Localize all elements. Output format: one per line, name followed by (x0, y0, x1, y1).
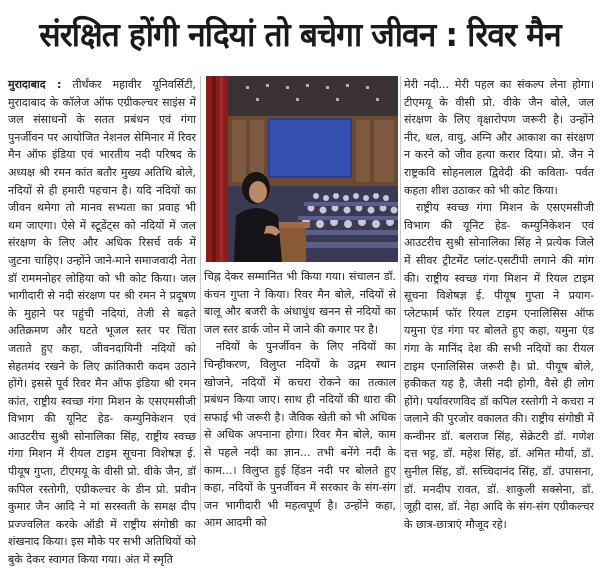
column-3-paragraph-2: राष्ट्रीय स्वच्छ गंगा मिशन के एसएमसीजी विभाग की यूनिट हेड- कम्युनिकेशन एवं आउटरीच सुश्री सोनालिका सिंह ने प्रत्येक जिले में सीवर ट्रीटमेंट प्लांट-एसटीपी लगाने की मांग की। राष्ट्रीय स्वच्छ गंगा मिशन में रियल टाइम सूचना विशेषज्ञ ई. पीयूष गुप्ता ने प्रयाग- प्लेटफार्म फॉर रियल टाइम एनालिसिस ऑफ यमुना एंड गंगा पर बोलते हुए कहा, यमुना एंड गंगा के मानिंद देश की सभी नदियों का रीयल टाइम एनालिसिस जरूरी है। प्रो. पीयूष बोले, हकीकत यह है, जैसी नदी होगी, वैसे ही लोग होंगे। पर्यावरणविद डॉ कपिल रस्तोगी ने कचरा न जलाने की पुरजोर वकालत की। राष्ट्रीय संगोष्ठी में कन्वीनर डॉ. बलराज सिंह, सेक्रेटरी डॉ. गणेश दत्त भट्ट, डॉ. महेश सिंह, डॉ. अमित मौर्या, डॉ. सुनील सिंह, डॉ. सच्चिदानंद सिंह, डॉ. उपासना, डॉ. मनदीप रावत, डॉ. शाकुली सक्सेना, डॉ. जूही दास, डॉ. नेहा आदि के संग-संग एग्रीकल्चर के छात्र-छात्राएं मौजूद रहे। (404, 201, 594, 531)
column-2-paragraph-1: चिह्न देकर सम्मानित भी किया गया। संचालन डॉ. कंचन गुप्ता ने किया। रिवर मैन बोले, नदियों से बालू और बजरी के अंधाधुंध खनन से नदियों का जल स्तर डार्क जोन में जाने की कगार पर है। (204, 270, 396, 336)
column-2-paragraph-2: नदियों के पुनर्जीवन के लिए नदियों का चिन्हीकरण, विलुप्त नदियों के उद्गम स्थान खोजने, नदियों में कचरा रोकने का तत्काल प्रबंधन किया जाए। साथ ही नदियों की धारा की सफाई भी जरूरी है। जैविक खेती को भी अधिक से अधिक अपनाना होगा। रिवर मैन बोले, काम से पहले नदी का ज्ञान... तभी बनेंगे नदी के काम...। विलुप्त हुई हिंडन नदी पर बोलते हुए कहा, नदियों के पुनर्जीवन में सरकार के संग-संग जन भागीदारी भी महत्वपूर्ण है। उन्होंने कहा, आम आदमी को (204, 340, 396, 530)
column-1-paragraph-1 (8, 76, 196, 569)
column-1-text: तीर्थंकर महावीर यूनिवर्सिटी, मुरादाबाद के कॉलेज ऑफ एग्रीकल्चर साइंस में जल संसाधनों के सतत प्रबंधन एवं गंगा पुनर्जीवन पर आयोजित नेशनल सेमिनार में रिवर मैन ऑफ इंडिया एवं भारतीय नदी परिषद के अध्यक्ष श्री रमन कांत बतौर मुख्य अतिथि बोले, नदियों से ही हमारी पहचान है। यदि नदियों का जीवन थमेगा तो मानव सभ्यता का प्रवाह भी थम जाएगा। ऐसे में स्टूडेंट्स को नदियों में जल संरक्षण के लिए और अधिक रिसर्च वर्क में जुटना चाहिए। उन्होंने जाने-माने समाजवादी नेता डॉ राममनोहर लोहिया को भी कोट किया। जल भागीदारी से नदी संरक्षण पर श्री रमन ने प्रदूषण के मुहाने पर पहुंची नदियां, तेजी से बढ़ते अतिक्रमण और घटते भूजल स्तर पर चिंता जताते हुए कहा, जीवनदायिनी नदियों को सेहतमंद रखने के लिए क्रांतिकारी कदम उठाने होंगे। इससे पूर्व रिवर मैन ऑफ इंडिया श्री रमन कांत, राष्ट्रीय स्वच्छ गंगा मिशन के एसएमसीजी विभाग की यूनिट हेड- कम्युनिकेशन एवं आउटरीच सुश्री सोनालिका सिंह, राष्ट्रीय स्वच्छ गंगा मिशन में रीयल टाइम सूचना विशेषज्ञ ई. पीयूष गुप्ता, टीएमयू के वीसी प्रो. वीके जैन, डॉ कपिल रस्तोगी, एग्रीकल्चर के डीन प्रो. प्रवीन कुमार जैन आदि ने मां सरस्वती के समक्ष दीप प्रज्ज्वलित करके ऑडी में राष्ट्रीय संगोष्ठी का शंखनाद किया। इस मौके पर सभी अतिथियों को बुके देकर स्वागत किया गया। अंत में स्मृति (8, 78, 196, 567)
event-photo (206, 76, 398, 262)
column-3-paragraph-1: मेरी नदी... मेरी पहल का संकल्प लेना होगा। टीएमयू के वीसी प्रो. वीके जैन बोले, जल संरक्षण के लिए वृक्षारोपण जरूरी है। उन्होंने नीर, थल, वायु, अग्नि और आकाश का संरक्षण न करने को जीव हत्या करार दिया। प्रो. जैन ने राष्ट्रकवि सोहनलाल द्विवेदी की कविता- पर्वत कहता शीश उठाकर को भी कोट किया। (404, 78, 594, 197)
dateline: मुरादाबाद : (8, 78, 62, 91)
column-divider (200, 76, 201, 512)
article-column-2 (204, 268, 396, 530)
auditorium-photo-illustration (206, 76, 398, 262)
article-column-1 (8, 76, 196, 567)
article-column-3 (404, 76, 594, 531)
column-divider (400, 76, 401, 512)
headline: संरक्षित होंगी नदियां तो बचेगा जीवन : रिवर मैन (39, 15, 561, 54)
